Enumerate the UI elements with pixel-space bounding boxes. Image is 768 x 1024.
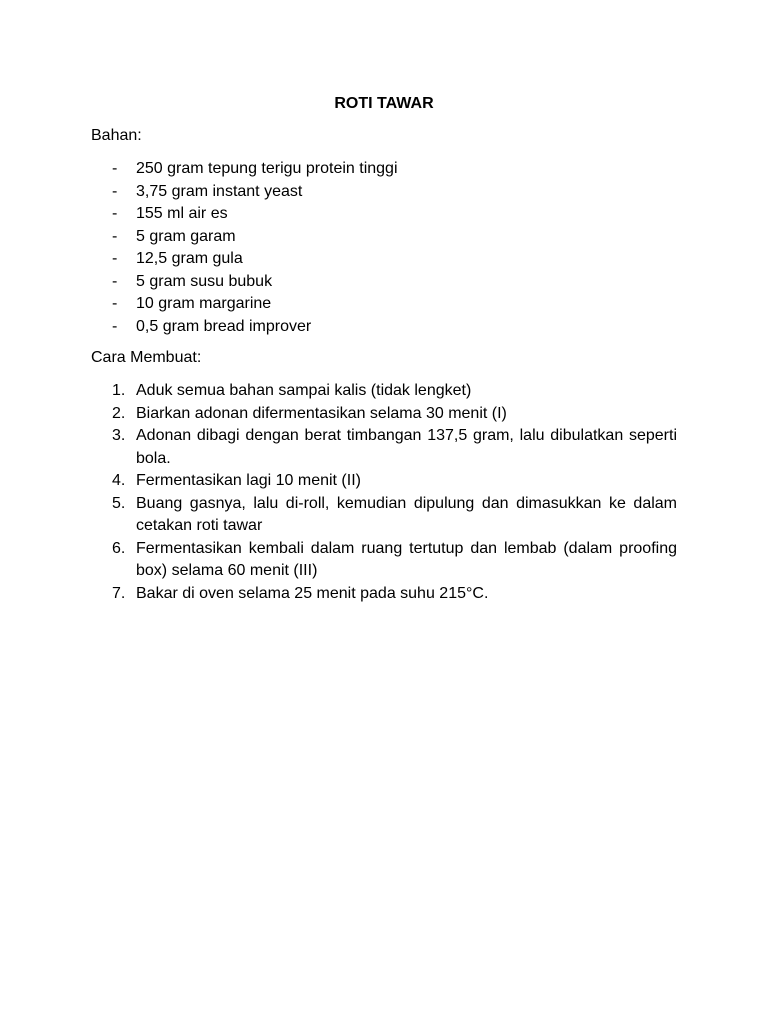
ingredient-text: 155 ml air es — [136, 205, 228, 222]
list-item — [0, 316, 768, 339]
page-title: ROTI TAWAR — [334, 95, 434, 112]
list-bullet: - — [112, 227, 118, 245]
list-item — [0, 248, 768, 271]
step-text: Bakar di oven selama 25 menit pada suhu 215°C. — [136, 584, 489, 602]
list-item — [0, 583, 768, 606]
list-bullet: - — [112, 317, 118, 335]
method-steps-list — [0, 380, 768, 605]
list-item — [0, 538, 768, 583]
step-number: 3. — [112, 427, 126, 444]
list-item — [0, 203, 768, 226]
ingredient-text: 250 gram tepung terigu protein tinggi — [136, 160, 398, 177]
step-text: Adonan dibagi dengan berat timbangan 137,5 gram, lalu dibulatkan seperti bola. — [136, 427, 677, 467]
list-bullet: - — [112, 205, 118, 222]
list-item — [0, 403, 768, 426]
list-item — [0, 158, 768, 181]
ingredient-text: 10 gram margarine — [136, 295, 272, 312]
step-number: 7. — [112, 584, 126, 602]
step-number: 1. — [112, 382, 126, 399]
step-text: Fermentasikan lagi 10 menit (II) — [136, 472, 361, 489]
list-item — [0, 493, 768, 538]
ingredients-heading: Bahan: — [91, 127, 142, 144]
list-item — [0, 181, 768, 204]
list-bullet: - — [112, 182, 118, 200]
step-number: 5. — [112, 494, 126, 512]
ingredients-list — [0, 158, 768, 338]
step-text: Buang gasnya, lalu di-roll, kemudian dipulung dan dimasukkan ke dalam cetakan roti tawar — [136, 494, 677, 534]
list-bullet: - — [112, 160, 118, 177]
list-item — [0, 293, 768, 316]
list-bullet: - — [112, 295, 118, 312]
step-number: 2. — [112, 404, 126, 422]
list-item — [0, 380, 768, 403]
list-bullet: - — [112, 250, 118, 267]
step-text: Biarkan adonan difermentasikan selama 30 menit (I) — [136, 404, 507, 422]
ingredient-text: 5 gram susu bubuk — [136, 272, 273, 290]
step-text: Aduk semua bahan sampai kalis (tidak lengket) — [136, 382, 472, 399]
list-item — [0, 226, 768, 249]
ingredient-text: 0,5 gram bread improver — [136, 317, 312, 335]
list-item — [0, 271, 768, 294]
ingredient-text: 3,75 gram instant yeast — [136, 182, 303, 200]
method-heading: Cara Membuat: — [91, 349, 202, 366]
ingredient-text: 5 gram garam — [136, 227, 236, 245]
step-number: 6. — [112, 539, 126, 557]
step-text: Fermentasikan kembali dalam ruang tertutup dan lembab (dalam proofing box) selama 60 menit (III) — [136, 539, 677, 579]
ingredient-text: 12,5 gram gula — [136, 250, 243, 267]
list-bullet: - — [112, 272, 118, 290]
step-number: 4. — [112, 472, 126, 489]
list-item — [0, 470, 768, 493]
list-item — [0, 425, 768, 470]
